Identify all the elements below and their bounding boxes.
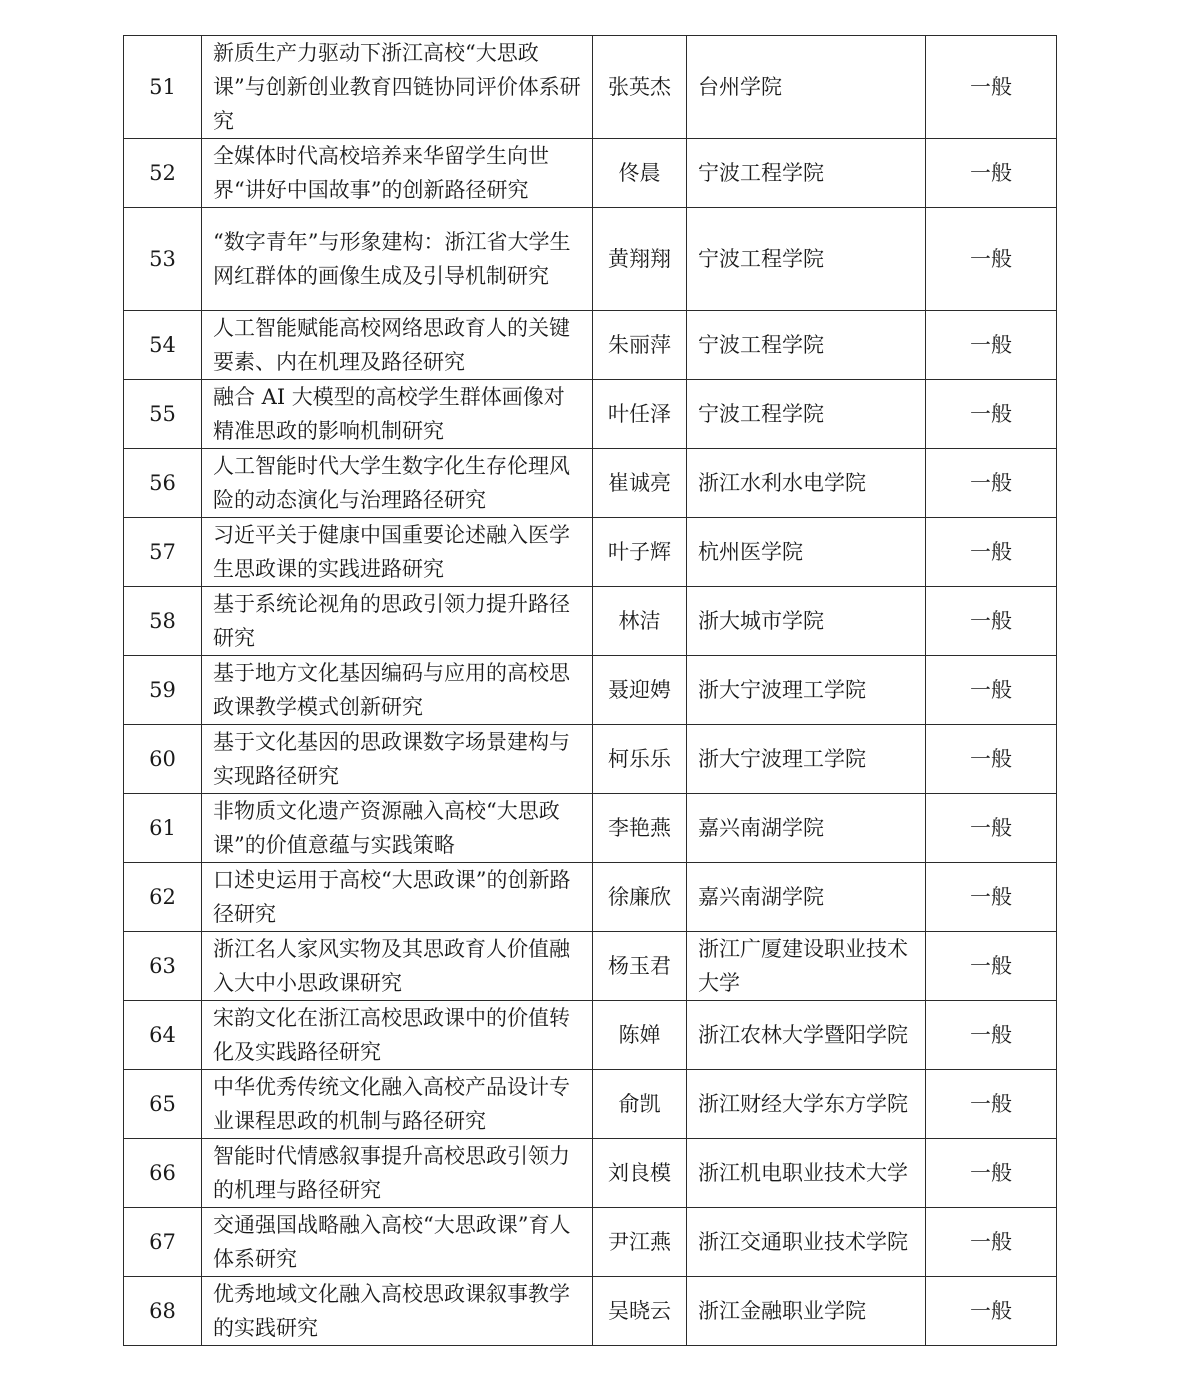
- table-row: [124, 449, 1057, 518]
- project-title: 非物质文化遗产资源融入高校“大思政课”的价值意蕴与实践策略: [202, 794, 593, 863]
- project-leader: 柯乐乐: [593, 725, 687, 794]
- row-number: 63: [124, 932, 202, 1001]
- project-category: 一般: [926, 587, 1057, 656]
- row-number: 57: [124, 518, 202, 587]
- row-number: 51: [124, 36, 202, 139]
- project-category: 一般: [926, 1277, 1057, 1346]
- table-row: [124, 794, 1057, 863]
- project-leader: 俞凯: [593, 1070, 687, 1139]
- project-category: 一般: [926, 311, 1057, 380]
- project-title: 人工智能赋能高校网络思政育人的关键要素、内在机理及路径研究: [202, 311, 593, 380]
- project-leader: 杨玉君: [593, 932, 687, 1001]
- project-title: 基于文化基因的思政课数字场景建构与实现路径研究: [202, 725, 593, 794]
- project-title: 智能时代情感叙事提升高校思政引领力的机理与路径研究: [202, 1139, 593, 1208]
- row-number: 56: [124, 449, 202, 518]
- project-title: 人工智能时代大学生数字化生存伦理风险的动态演化与治理路径研究: [202, 449, 593, 518]
- project-category: 一般: [926, 380, 1057, 449]
- institution: 浙江金融职业学院: [687, 1277, 926, 1346]
- row-number: 60: [124, 725, 202, 794]
- project-category: 一般: [926, 725, 1057, 794]
- row-number: 65: [124, 1070, 202, 1139]
- table-row: [124, 380, 1057, 449]
- row-number: 59: [124, 656, 202, 725]
- project-category: 一般: [926, 139, 1057, 208]
- project-title: 浙江名人家风实物及其思政育人价值融入大中小思政课研究: [202, 932, 593, 1001]
- project-title: 口述史运用于高校“大思政课”的创新路径研究: [202, 863, 593, 932]
- table-body: [124, 36, 1057, 1346]
- project-category: 一般: [926, 449, 1057, 518]
- project-title: 基于地方文化基因编码与应用的高校思政课教学模式创新研究: [202, 656, 593, 725]
- project-title: 全媒体时代高校培养来华留学生向世界“讲好中国故事”的创新路径研究: [202, 139, 593, 208]
- row-number: 52: [124, 139, 202, 208]
- row-number: 58: [124, 587, 202, 656]
- institution: 宁波工程学院: [687, 208, 926, 311]
- project-title: 宋韵文化在浙江高校思政课中的价值转化及实践路径研究: [202, 1001, 593, 1070]
- row-number: 55: [124, 380, 202, 449]
- project-title: 优秀地域文化融入高校思政课叙事教学的实践研究: [202, 1277, 593, 1346]
- table-row: [124, 1208, 1057, 1277]
- project-leader: 朱丽萍: [593, 311, 687, 380]
- project-leader: 徐廉欣: [593, 863, 687, 932]
- table-row: [124, 1139, 1057, 1208]
- project-leader: 李艳燕: [593, 794, 687, 863]
- project-leader: 张英杰: [593, 36, 687, 139]
- institution: 浙江农林大学暨阳学院: [687, 1001, 926, 1070]
- table-row: [124, 208, 1057, 311]
- project-title: 新质生产力驱动下浙江高校“大思政课”与创新创业教育四链协同评价体系研究: [202, 36, 593, 139]
- project-category: 一般: [926, 863, 1057, 932]
- institution: 台州学院: [687, 36, 926, 139]
- project-category: 一般: [926, 1139, 1057, 1208]
- project-category: 一般: [926, 1070, 1057, 1139]
- project-list-table: [123, 35, 1057, 1346]
- institution: 浙大宁波理工学院: [687, 656, 926, 725]
- institution: 浙江交通职业技术学院: [687, 1208, 926, 1277]
- institution: 浙江广厦建设职业技术大学: [687, 932, 926, 1001]
- table-row: [124, 1277, 1057, 1346]
- project-leader: 崔诚亮: [593, 449, 687, 518]
- row-number: 64: [124, 1001, 202, 1070]
- table-row: [124, 139, 1057, 208]
- institution: 嘉兴南湖学院: [687, 794, 926, 863]
- row-number: 62: [124, 863, 202, 932]
- project-category: 一般: [926, 1001, 1057, 1070]
- table-row: [124, 36, 1057, 139]
- table-row: [124, 656, 1057, 725]
- project-leader: 刘良模: [593, 1139, 687, 1208]
- institution: 浙大城市学院: [687, 587, 926, 656]
- institution: 浙江水利水电学院: [687, 449, 926, 518]
- table-row: [124, 725, 1057, 794]
- table-row: [124, 1070, 1057, 1139]
- project-category: 一般: [926, 932, 1057, 1001]
- project-leader: 尹江燕: [593, 1208, 687, 1277]
- project-title: 中华优秀传统文化融入高校产品设计专业课程思政的机制与路径研究: [202, 1070, 593, 1139]
- institution: 浙大宁波理工学院: [687, 725, 926, 794]
- row-number: 66: [124, 1139, 202, 1208]
- institution: 嘉兴南湖学院: [687, 863, 926, 932]
- project-leader: 叶任泽: [593, 380, 687, 449]
- institution: 浙江财经大学东方学院: [687, 1070, 926, 1139]
- row-number: 68: [124, 1277, 202, 1346]
- table-row: [124, 311, 1057, 380]
- row-number: 61: [124, 794, 202, 863]
- project-title: 交通强国战略融入高校“大思政课”育人体系研究: [202, 1208, 593, 1277]
- institution: 浙江机电职业技术大学: [687, 1139, 926, 1208]
- project-category: 一般: [926, 36, 1057, 139]
- table-row: [124, 518, 1057, 587]
- project-category: 一般: [926, 208, 1057, 311]
- table-row: [124, 932, 1057, 1001]
- project-leader: 叶子辉: [593, 518, 687, 587]
- project-title: 融合 AI 大模型的高校学生群体画像对精准思政的影响机制研究: [202, 380, 593, 449]
- project-leader: 林洁: [593, 587, 687, 656]
- row-number: 67: [124, 1208, 202, 1277]
- institution: 宁波工程学院: [687, 139, 926, 208]
- project-title: 基于系统论视角的思政引领力提升路径研究: [202, 587, 593, 656]
- project-category: 一般: [926, 518, 1057, 587]
- institution: 杭州医学院: [687, 518, 926, 587]
- institution: 宁波工程学院: [687, 380, 926, 449]
- table-row: [124, 1001, 1057, 1070]
- institution: 宁波工程学院: [687, 311, 926, 380]
- project-leader: 佟晨: [593, 139, 687, 208]
- table-row: [124, 863, 1057, 932]
- project-title: 习近平关于健康中国重要论述融入医学生思政课的实践进路研究: [202, 518, 593, 587]
- row-number: 53: [124, 208, 202, 311]
- project-leader: 吴晓云: [593, 1277, 687, 1346]
- table-row: [124, 587, 1057, 656]
- row-number: 54: [124, 311, 202, 380]
- project-category: 一般: [926, 794, 1057, 863]
- project-leader: 聂迎娉: [593, 656, 687, 725]
- project-leader: 陈婵: [593, 1001, 687, 1070]
- project-category: 一般: [926, 656, 1057, 725]
- project-title: “数字青年”与形象建构：浙江省大学生网红群体的画像生成及引导机制研究: [202, 208, 593, 311]
- project-leader: 黄翔翔: [593, 208, 687, 311]
- project-category: 一般: [926, 1208, 1057, 1277]
